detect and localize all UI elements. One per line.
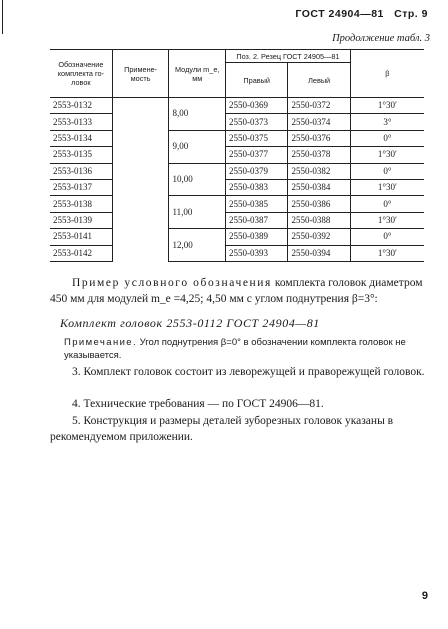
module-cell: 11,00 xyxy=(169,196,226,229)
left-cutter-cell: 2550-0384 xyxy=(288,179,350,195)
right-cutter-cell: 2550-0383 xyxy=(225,179,287,195)
right-cutter-cell: 2550-0379 xyxy=(225,163,287,179)
example-heading: Пример условного обозначения xyxy=(72,277,272,289)
col-designation-header: Обозначение комплекта го- ловок xyxy=(50,50,112,98)
beta-cell: 1°30′ xyxy=(350,245,424,261)
col-beta-header: β xyxy=(350,50,424,98)
designation-cell: 2553-0139 xyxy=(50,212,112,228)
right-cutter-cell: 2550-0393 xyxy=(225,245,287,261)
margin-line xyxy=(2,0,3,34)
table-row xyxy=(50,245,424,261)
right-cutter-cell: 2550-0387 xyxy=(225,212,287,228)
module-cell: 12,00 xyxy=(169,229,226,262)
note-text: Угол поднутрения β=0° в обозначении комплекта головок не указывается. xyxy=(64,337,406,361)
page-number: 9 xyxy=(421,590,428,602)
module-cell: 10,00 xyxy=(169,163,226,196)
col-pos-group-header: Поз. 2. Резец ГОСТ 24905—81 xyxy=(225,50,350,63)
usage-cell xyxy=(112,179,169,195)
example-text: комплекта головок диаметром 450 мм для модулей m_e =4,25; 4,50 мм с углом поднутрения β=3°: xyxy=(50,277,423,305)
beta-cell: 1°30′ xyxy=(350,98,424,114)
col-right-header: Правый xyxy=(225,63,287,98)
usage-cell xyxy=(112,229,169,245)
usage-cell xyxy=(112,114,169,130)
left-cutter-cell: 2550-0374 xyxy=(288,114,350,130)
usage-cell xyxy=(112,147,169,163)
usage-cell xyxy=(112,212,169,228)
item-5: 5. Конструкция и размеры деталей зуборезных головок указаны в рекомендуемом приложении. xyxy=(50,415,394,443)
header-gost: ГОСТ 24904—81 xyxy=(295,8,384,20)
module-cell: 8,00 xyxy=(169,98,226,131)
left-cutter-cell: 2550-0382 xyxy=(288,163,350,179)
designation-cell: 2553-0132 xyxy=(50,98,112,114)
left-cutter-cell: 2550-0394 xyxy=(288,245,350,261)
left-cutter-cell: 2550-0378 xyxy=(288,147,350,163)
designation-cell: 2553-0138 xyxy=(50,196,112,212)
designation-cell: 2553-0135 xyxy=(50,147,112,163)
designation-cell: 2553-0141 xyxy=(50,229,112,245)
table-row xyxy=(50,98,424,114)
designation-cell: 2553-0142 xyxy=(50,245,112,261)
beta-cell: 1°30′ xyxy=(350,147,424,163)
usage-cell xyxy=(112,163,169,179)
header-page: Стр. 9 xyxy=(394,8,428,20)
right-cutter-cell: 2550-0385 xyxy=(225,196,287,212)
beta-cell: 3° xyxy=(350,114,424,130)
usage-cell xyxy=(112,98,169,114)
cutter-table xyxy=(50,49,424,262)
beta-cell: 0° xyxy=(350,130,424,146)
table-continuation-label: Продолжение табл. 3 xyxy=(332,33,430,44)
designation-cell: 2553-0133 xyxy=(50,114,112,130)
right-cutter-cell: 2550-0369 xyxy=(225,98,287,114)
table-row xyxy=(50,147,424,163)
left-cutter-cell: 2550-0386 xyxy=(288,196,350,212)
right-cutter-cell: 2550-0389 xyxy=(225,229,287,245)
designation-cell: 2553-0134 xyxy=(50,130,112,146)
example-paragraph xyxy=(50,276,428,307)
example-kit-designation: Комплект головок 2553-0112 ГОСТ 24904—81 xyxy=(60,316,320,330)
usage-cell xyxy=(112,245,169,261)
right-cutter-cell: 2550-0375 xyxy=(225,130,287,146)
usage-cell xyxy=(112,196,169,212)
designation-cell: 2553-0137 xyxy=(50,179,112,195)
note-paragraph xyxy=(64,337,426,362)
left-cutter-cell: 2550-0388 xyxy=(288,212,350,228)
table-row xyxy=(50,114,424,130)
table-row xyxy=(50,212,424,228)
left-cutter-cell: 2550-0372 xyxy=(288,98,350,114)
left-cutter-cell: 2550-0376 xyxy=(288,130,350,146)
table-row xyxy=(50,163,424,179)
beta-cell: 0° xyxy=(350,196,424,212)
col-left-header: Левый xyxy=(288,63,350,98)
beta-cell: 1°30′ xyxy=(350,179,424,195)
right-cutter-cell: 2550-0377 xyxy=(225,147,287,163)
table-row xyxy=(50,229,424,245)
beta-cell: 0° xyxy=(350,163,424,179)
left-cutter-cell: 2550-0392 xyxy=(288,229,350,245)
item-3: 3. Комплект головок состоит из леворежущей и праворежущей головок. xyxy=(72,366,425,378)
page-header xyxy=(295,8,428,20)
usage-cell xyxy=(112,130,169,146)
right-cutter-cell: 2550-0373 xyxy=(225,114,287,130)
col-module-header: Модули m_e, мм xyxy=(169,50,226,98)
note-label: Примечание. xyxy=(64,337,138,348)
col-usage-header: Примене- мость xyxy=(112,50,169,98)
table-row xyxy=(50,130,424,146)
table-row xyxy=(50,179,424,195)
beta-cell: 0° xyxy=(350,229,424,245)
beta-cell: 1°30′ xyxy=(350,212,424,228)
table-row xyxy=(50,196,424,212)
designation-cell: 2553-0136 xyxy=(50,163,112,179)
item-4: 4. Технические требования — по ГОСТ 24906—81. xyxy=(72,398,324,410)
module-cell: 9,00 xyxy=(169,130,226,163)
